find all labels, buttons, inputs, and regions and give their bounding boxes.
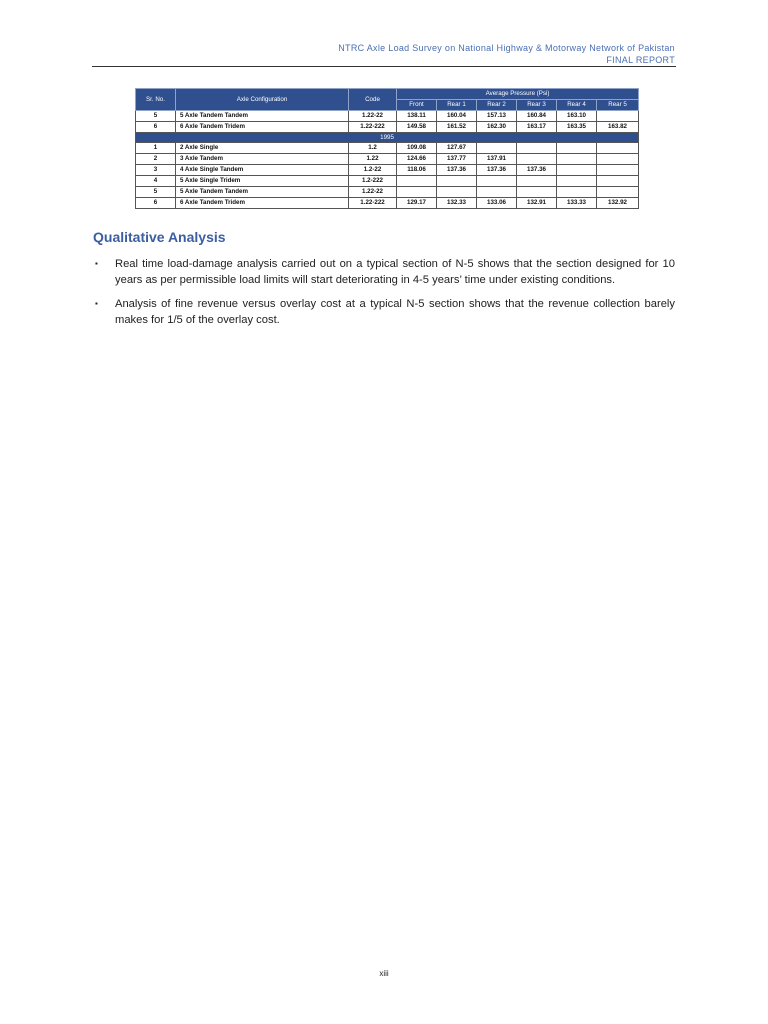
col-rear-1: Rear 1 <box>437 100 477 111</box>
running-header <box>92 42 675 66</box>
group-label-1995: 1995 <box>136 133 639 143</box>
table-group-row <box>136 133 639 143</box>
header-title: NTRC Axle Load Survey on National Highway & Motorway Network of Pakistan <box>338 43 675 53</box>
col-code: Code <box>349 89 397 111</box>
bullet-text: Analysis of fine revenue versus overlay cost at a typical N-5 section shows that the revenue collection barely makes for 1/5 of the overlay cost. <box>115 298 675 326</box>
section-heading: Qualitative Analysis <box>93 229 226 245</box>
table-row: 5 5 Axle Tandem Tandem 1.22-22 138.11 160.04 157.13 160.84 163.10 <box>136 111 639 122</box>
col-rear-5: Rear 5 <box>597 100 639 111</box>
col-average-pressure: Average Pressure (Psi) <box>397 89 639 100</box>
average-pressure-table <box>135 88 639 209</box>
table-row: 1 2 Axle Single 1.2 109.08 127.67 <box>136 143 639 154</box>
table-row: 4 5 Axle Single Tridem 1.2-222 <box>136 176 639 187</box>
bullet-text: Real time load-damage analysis carried out on a typical section of N-5 shows that the section designed for 10 years as per permissible load limits will start deteriorating in 4-5 years’ time under existing conditions. <box>115 258 675 286</box>
table-row: 3 4 Axle Single Tandem 1.2-22 118.06 137.36 137.36 137.36 <box>136 165 639 176</box>
col-rear-2: Rear 2 <box>477 100 517 111</box>
bullet-list <box>93 256 675 336</box>
col-rear-3: Rear 3 <box>517 100 557 111</box>
table-row: 6 6 Axle Tandem Tridem 1.22-222 149.58 161.52 162.30 163.17 163.35 163.82 <box>136 122 639 133</box>
list-item <box>93 296 675 328</box>
bullet-icon: ▪ <box>95 259 98 268</box>
table-row: 5 5 Axle Tandem Tandem 1.22-22 <box>136 187 639 198</box>
header-subtitle: FINAL REPORT <box>606 55 675 65</box>
col-sr-no: Sr. No. <box>136 89 176 111</box>
col-front: Front <box>397 100 437 111</box>
col-rear-4: Rear 4 <box>557 100 597 111</box>
table-row: 2 3 Axle Tandem 1.22 124.66 137.77 137.91 <box>136 154 639 165</box>
bullet-icon: ▪ <box>95 299 98 308</box>
page-number: xiii <box>379 969 389 978</box>
header-divider <box>92 66 676 67</box>
col-axle-configuration: Axle Configuration <box>176 89 349 111</box>
list-item <box>93 256 675 288</box>
table-row: 6 6 Axle Tandem Tridem 1.22-222 129.17 132.33 133.06 132.91 133.33 132.92 <box>136 198 639 209</box>
